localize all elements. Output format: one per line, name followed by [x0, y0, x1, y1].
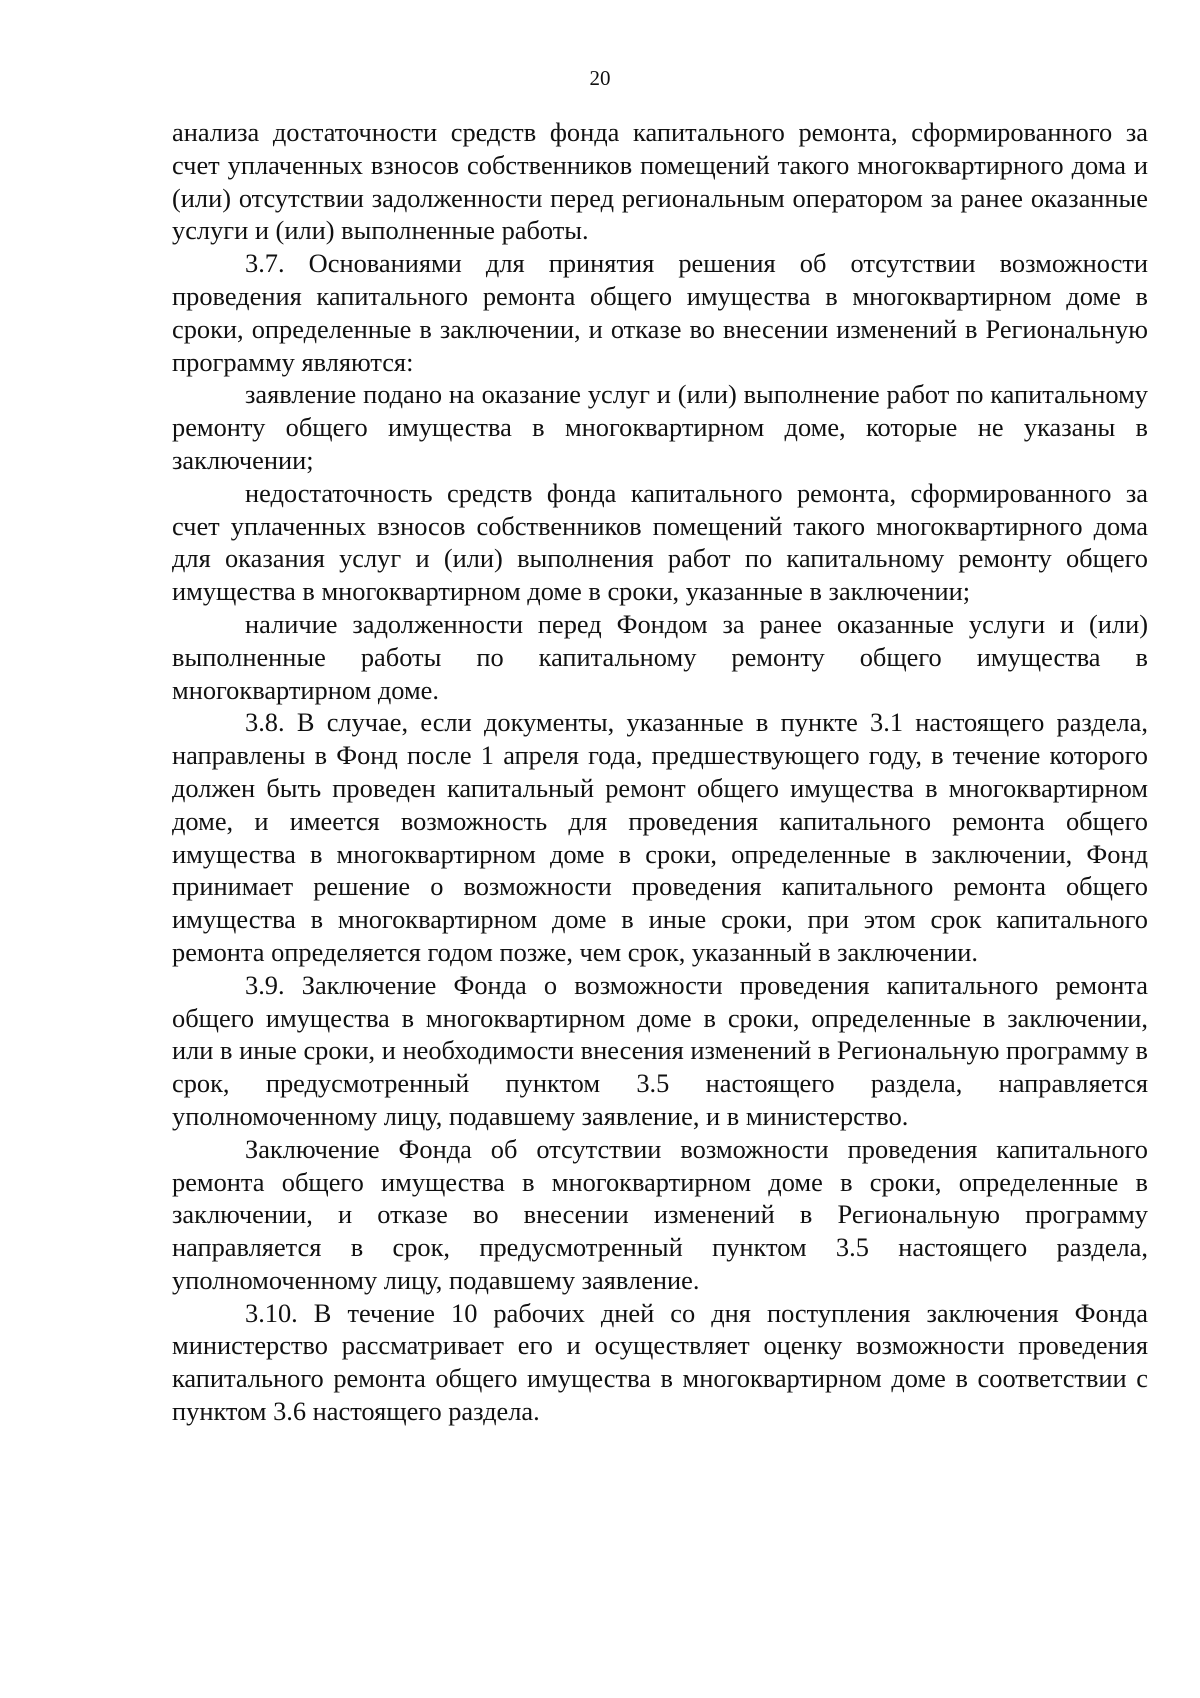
paragraph-3-10: 3.10. В течение 10 рабочих дней со дня поступления заключения Фонда министерство рассматривает его и осуществляет оценку возможности проведения капитального ремонта общего имущества в многоквартирном доме в соответствии с пунктом 3.6 настоящего раздела. — [172, 1297, 1148, 1427]
paragraph-3-9: 3.9. Заключение Фонда о возможности проведения капитального ремонта общего имущества в многоквартирном доме в сроки, определенные в заключении, или в иные сроки, и необходимости внесения изменений в Региональную программу в срок, предусмотренный пунктом 3.5 настоящего раздела, направляется уполномоченному лицу, подавшему заявление, и в министерство. — [172, 969, 1148, 1131]
document-body — [172, 116, 1148, 1428]
page-number: 20 — [589, 66, 611, 90]
paragraph-continuation: анализа достаточности средств фонда капитального ремонта, сформированного за счет уплаченных взносов собственников помещений такого многоквартирного дома и (или) отсутствии задолженности перед региональным оператором за ранее оказанные услуги и (или) выполненные работы. — [172, 117, 1148, 246]
paragraph-3-8: 3.8. В случае, если документы, указанные в пункте 3.1 настоящего раздела, направлены в Фонд после 1 апреля года, предшествующего году, в течение которого должен быть проведен капитальный ремонт общего имущества в многоквартирном доме, и имеется возможность для проведения капитального ремонта общего имущества в многоквартирном доме в сроки, определенные в заключении, Фонд принимает решение о возможности проведения капитального ремонта общего имущества в многоквартирном доме в иные сроки, при этом срок капитального ремонта определяется годом позже, чем срок, указанный в заключении. — [172, 707, 1148, 967]
paragraph-reason-2: недостаточность средств фонда капитального ремонта, сформированного за счет уплаченных взносов собственников помещений такого многоквартирного дома для оказания услуг и (или) выполнения работ по капитальному ремонту общего имущества в многоквартирном доме в сроки, указанные в заключении; — [172, 477, 1148, 607]
paragraph-reason-1: заявление подано на оказание услуг и (или) выполнение работ по капитальному ремонту общего имущества в многоквартирном доме, которые не указаны в заключении; — [172, 379, 1148, 475]
paragraph-reason-3: наличие задолженности перед Фондом за ранее оказанные услуги и (или) выполненные работы по капитальному ремонту общего имущества в многоквартирном доме. — [172, 608, 1148, 705]
paragraph-3-7: 3.7. Основаниями для принятия решения об отсутствии возможности проведения капитального ремонта общего имущества в многоквартирном доме в сроки, определенные в заключении, и отказе во внесении изменений в Региональную программу являются: — [172, 248, 1148, 377]
paragraph-3-9-refusal: Заключение Фонда об отсутствии возможности проведения капитального ремонта общего имущества в многоквартирном доме в сроки, определенные в заключении, и отказе во внесении изменений в Региональную программу направляется в срок, предусмотренный пунктом 3.5 настоящего раздела, уполномоченному лицу, подавшему заявление. — [172, 1133, 1148, 1295]
